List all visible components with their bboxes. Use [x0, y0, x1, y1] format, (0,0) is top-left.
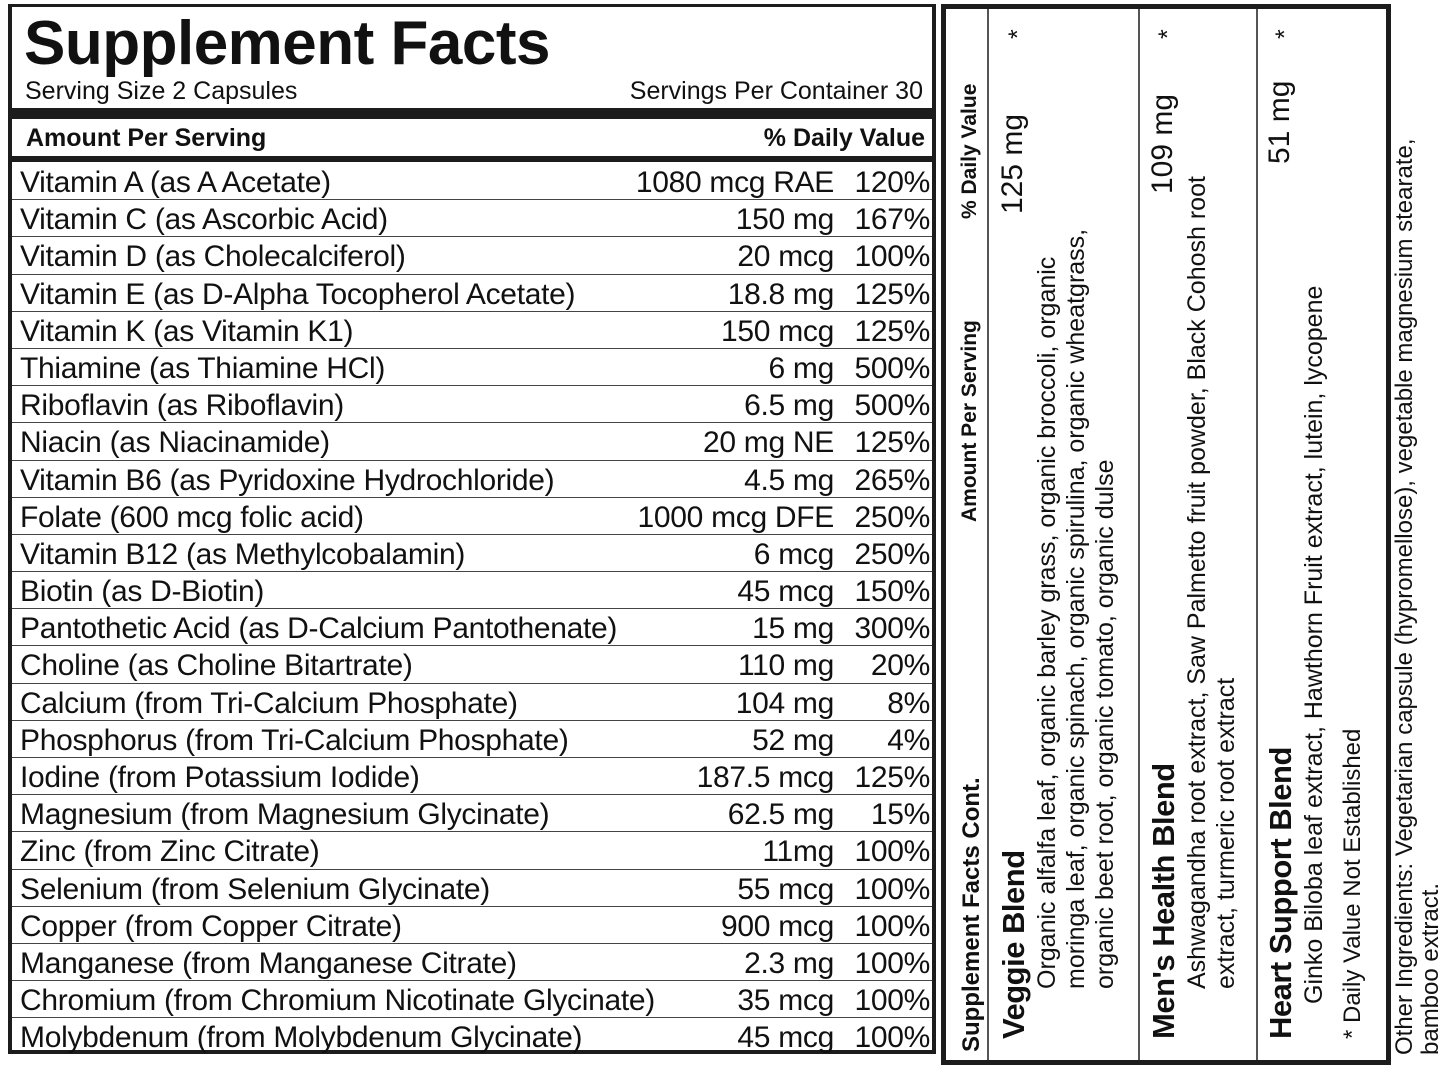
other-ingredients-rotated	[1392, 5, 1445, 1055]
ingredient-line: Organic alfalfa leaf, organic barley grass, organic broccoli, organic	[1033, 256, 1061, 989]
ingredient-line: organic beet root, organic tomato, organic dulse	[1091, 459, 1119, 989]
nutrient-amount: 1000 mcg DFE	[637, 500, 834, 534]
servings-per-container: Servings Per Container 30	[629, 77, 923, 105]
other-ingredients-column	[1392, 0, 1445, 1075]
nutrient-amount: 20 mg NE	[703, 426, 834, 460]
nutrient-name: Vitamin B6 (as Pyridoxine Hydrochloride)	[20, 463, 555, 497]
nutrient-name: Phosphorus (from Tri-Calcium Phosphate)	[20, 723, 569, 757]
nutrient-row	[12, 721, 932, 758]
nutrient-daily-value: 167%	[854, 203, 930, 237]
nutrient-name: Chromium (from Chromium Nicotinate Glycinate)	[20, 984, 655, 1018]
nutrient-name: Selenium (from Selenium Glycinate)	[20, 872, 490, 906]
nutrient-row	[12, 349, 932, 386]
mens-health-blend-amount: 109 mg	[1146, 93, 1179, 194]
veggie-blend-column	[996, 19, 1136, 1039]
continued-header-column	[958, 22, 992, 1052]
nutrient-amount: 187.5 mcg	[696, 761, 834, 794]
nutrient-name: Vitamin A (as A Acetate)	[20, 166, 331, 199]
nutrient-amount: 900 mcg	[721, 909, 834, 943]
continued-title: Supplement Facts Cont.	[958, 777, 985, 1052]
medium-divider	[12, 156, 932, 162]
nutrient-daily-value: 20%	[870, 649, 930, 683]
nutrient-daily-value: 150%	[854, 575, 930, 609]
nutrient-name: Vitamin K (as Vitamin K1)	[20, 314, 354, 348]
nutrient-amount: 15 mg	[752, 612, 834, 646]
nutrient-amount: 6.5 mg	[744, 389, 834, 423]
heart-support-blend-dv: *	[1271, 29, 1299, 39]
nutrient-name: Thiamine (as Thiamine HCl)	[20, 351, 386, 385]
ingredient-line: moringa leaf, organic spinach, organic spirulina, organic wheatgrass,	[1062, 228, 1090, 989]
supplement-facts-panel	[8, 4, 936, 1054]
nutrient-amount: 150 mcg	[721, 314, 834, 348]
nutrient-daily-value: 125%	[854, 761, 930, 794]
other-ingredients-text	[1392, 5, 1444, 1055]
ingredient-line: Ashwagandha root extract, Saw Palmetto fruit powder, Black Cohosh root	[1183, 176, 1211, 989]
nutrient-amount: 55 mcg	[737, 872, 834, 906]
nutrient-daily-value: 125%	[854, 277, 930, 311]
nutrient-daily-value: 125%	[854, 426, 930, 460]
nutrient-name: Biotin (as D-Biotin)	[20, 575, 265, 609]
nutrient-amount: 6 mcg	[753, 537, 834, 571]
column-divider	[1256, 9, 1258, 1060]
nutrient-name: Niacin (as Niacinamide)	[20, 426, 330, 460]
nutrient-amount: 62.5 mg	[727, 798, 834, 832]
nutrient-name: Manganese (from Manganese Citrate)	[20, 946, 517, 980]
nutrient-amount: 35 mcg	[737, 984, 834, 1018]
mens-health-blend-ingredients	[1183, 176, 1241, 989]
nutrient-name: Molybdenum (from Molybdenum Glycinate)	[20, 1021, 583, 1055]
nutrient-amount: 11mg	[762, 835, 834, 869]
nutrient-row	[12, 386, 932, 423]
mens-health-blend-dv: *	[1154, 29, 1182, 39]
nutrient-row	[12, 907, 932, 944]
veggie-blend-ingredients	[1033, 229, 1120, 989]
heart-support-blend-amount: 51 mg	[1263, 80, 1296, 164]
heart-support-blend-title: Heart Support Blend	[1263, 747, 1298, 1039]
nutrient-daily-value: 100%	[854, 835, 930, 869]
nutrient-name: Vitamin C (as Ascorbic Acid)	[20, 203, 388, 237]
nutrient-row	[12, 832, 932, 869]
nutrient-row	[12, 758, 932, 795]
nutrient-daily-value: 4%	[887, 723, 930, 757]
nutrient-name: Vitamin B12 (as Methylcobalamin)	[20, 537, 466, 571]
nutrient-name: Choline (as Choline Bitartrate)	[20, 649, 413, 683]
thick-divider	[12, 108, 932, 119]
serving-size: Serving Size 2 Capsules	[25, 77, 298, 105]
nutrient-row	[12, 461, 932, 498]
veggie-blend-amount: 125 mg	[996, 113, 1029, 214]
nutrient-row	[12, 237, 932, 274]
nutrient-amount: 18.8 mg	[727, 277, 834, 311]
nutrient-daily-value: 125%	[854, 314, 930, 348]
nutrient-daily-value: 250%	[854, 537, 930, 571]
veggie-blend-title: Veggie Blend	[996, 850, 1031, 1039]
nutrient-name: Riboflavin (as Riboflavin)	[20, 389, 345, 423]
footnote-column	[1339, 679, 1379, 1039]
nutrient-row	[12, 795, 932, 832]
nutrient-daily-value: 500%	[854, 351, 930, 385]
other-ingredients-line: bamboo extract.	[1417, 882, 1444, 1055]
nutrient-table	[12, 163, 932, 1056]
nutrient-daily-value: 100%	[854, 1021, 930, 1055]
nutrient-amount: 4.5 mg	[744, 463, 834, 497]
nutrient-row	[12, 423, 932, 460]
nutrient-name: Copper (from Copper Citrate)	[20, 909, 402, 943]
nutrient-daily-value: 100%	[854, 872, 930, 906]
daily-value-header: % Daily Value	[763, 124, 925, 152]
column-divider	[1138, 9, 1140, 1060]
nutrient-amount: 150 mg	[735, 203, 834, 237]
nutrient-name: Calcium (from Tri-Calcium Phosphate)	[20, 686, 518, 720]
nutrient-row	[12, 981, 932, 1018]
nutrient-name: Zinc (from Zinc Citrate)	[20, 835, 320, 869]
nutrient-name: Folate (600 mcg folic acid)	[20, 500, 364, 534]
nutrient-row	[12, 275, 932, 312]
ingredient-line: Ginko Biloba leaf extract, Hawthorn Fruit extract, lutein, lycopene	[1300, 285, 1328, 1004]
nutrient-row	[12, 646, 932, 683]
nutrient-amount: 104 mg	[735, 686, 834, 720]
nutrient-amount: 45 mcg	[737, 575, 834, 609]
nutrient-row	[12, 535, 932, 572]
nutrient-daily-value: 120%	[854, 166, 930, 199]
nutrient-row	[12, 609, 932, 646]
nutrient-daily-value: 250%	[854, 500, 930, 534]
nutrient-row	[12, 163, 932, 200]
panel-title: Supplement Facts	[24, 9, 550, 78]
heart-support-blend-ingredients	[1300, 286, 1329, 1004]
nutrient-daily-value: 100%	[854, 984, 930, 1018]
nutrient-amount: 45 mcg	[737, 1021, 834, 1055]
nutrient-daily-value: 300%	[854, 612, 930, 646]
daily-value-footnote: * Daily Value Not Established	[1339, 728, 1366, 1039]
nutrient-row	[12, 572, 932, 609]
nutrient-name: Pantothetic Acid (as D-Calcium Pantothenate)	[20, 612, 618, 646]
nutrient-daily-value: 100%	[854, 946, 930, 980]
nutrient-row	[12, 498, 932, 535]
nutrient-row	[12, 200, 932, 237]
nutrient-amount: 52 mg	[752, 723, 834, 757]
veggie-blend-dv: *	[1004, 29, 1032, 39]
continued-dv-header: % Daily Value	[958, 83, 981, 219]
nutrient-row	[12, 312, 932, 349]
nutrient-amount: 1080 mcg RAE	[635, 166, 834, 199]
nutrient-amount: 110 mg	[737, 649, 834, 683]
heart-support-blend-column	[1263, 19, 1343, 1039]
other-ingredients-line: Other Ingredients: Vegetarian capsule (hypromellose), vegetable magnesium stearate,	[1391, 138, 1418, 1055]
ingredient-line: extract, turmeric root extract	[1212, 677, 1240, 989]
supplement-facts-continued-panel	[941, 4, 1391, 1065]
nutrient-amount: 6 mg	[768, 351, 834, 385]
continued-amount-header: Amount Per Serving	[958, 320, 981, 522]
nutrient-name: Iodine (from Potassium Iodide)	[20, 761, 420, 794]
nutrient-row	[12, 684, 932, 721]
nutrient-daily-value: 500%	[854, 389, 930, 423]
nutrient-daily-value: 100%	[854, 909, 930, 943]
nutrient-amount: 20 mcg	[737, 240, 834, 274]
nutrient-row	[12, 870, 932, 907]
nutrient-row	[12, 1018, 932, 1055]
nutrient-daily-value: 100%	[854, 240, 930, 274]
nutrient-daily-value: 8%	[887, 686, 930, 720]
nutrient-daily-value: 15%	[870, 798, 930, 832]
nutrient-name: Vitamin E (as D-Alpha Tocopherol Acetate)	[20, 277, 576, 311]
amount-per-serving-header: Amount Per Serving	[26, 124, 267, 152]
nutrient-name: Vitamin D (as Cholecalciferol)	[20, 240, 406, 274]
nutrient-row	[12, 944, 932, 981]
mens-health-blend-column	[1146, 19, 1256, 1039]
mens-health-blend-title: Men's Health Blend	[1146, 763, 1181, 1039]
nutrient-name: Magnesium (from Magnesium Glycinate)	[20, 798, 550, 832]
nutrient-daily-value: 265%	[854, 463, 930, 497]
nutrient-amount: 2.3 mg	[744, 946, 834, 980]
